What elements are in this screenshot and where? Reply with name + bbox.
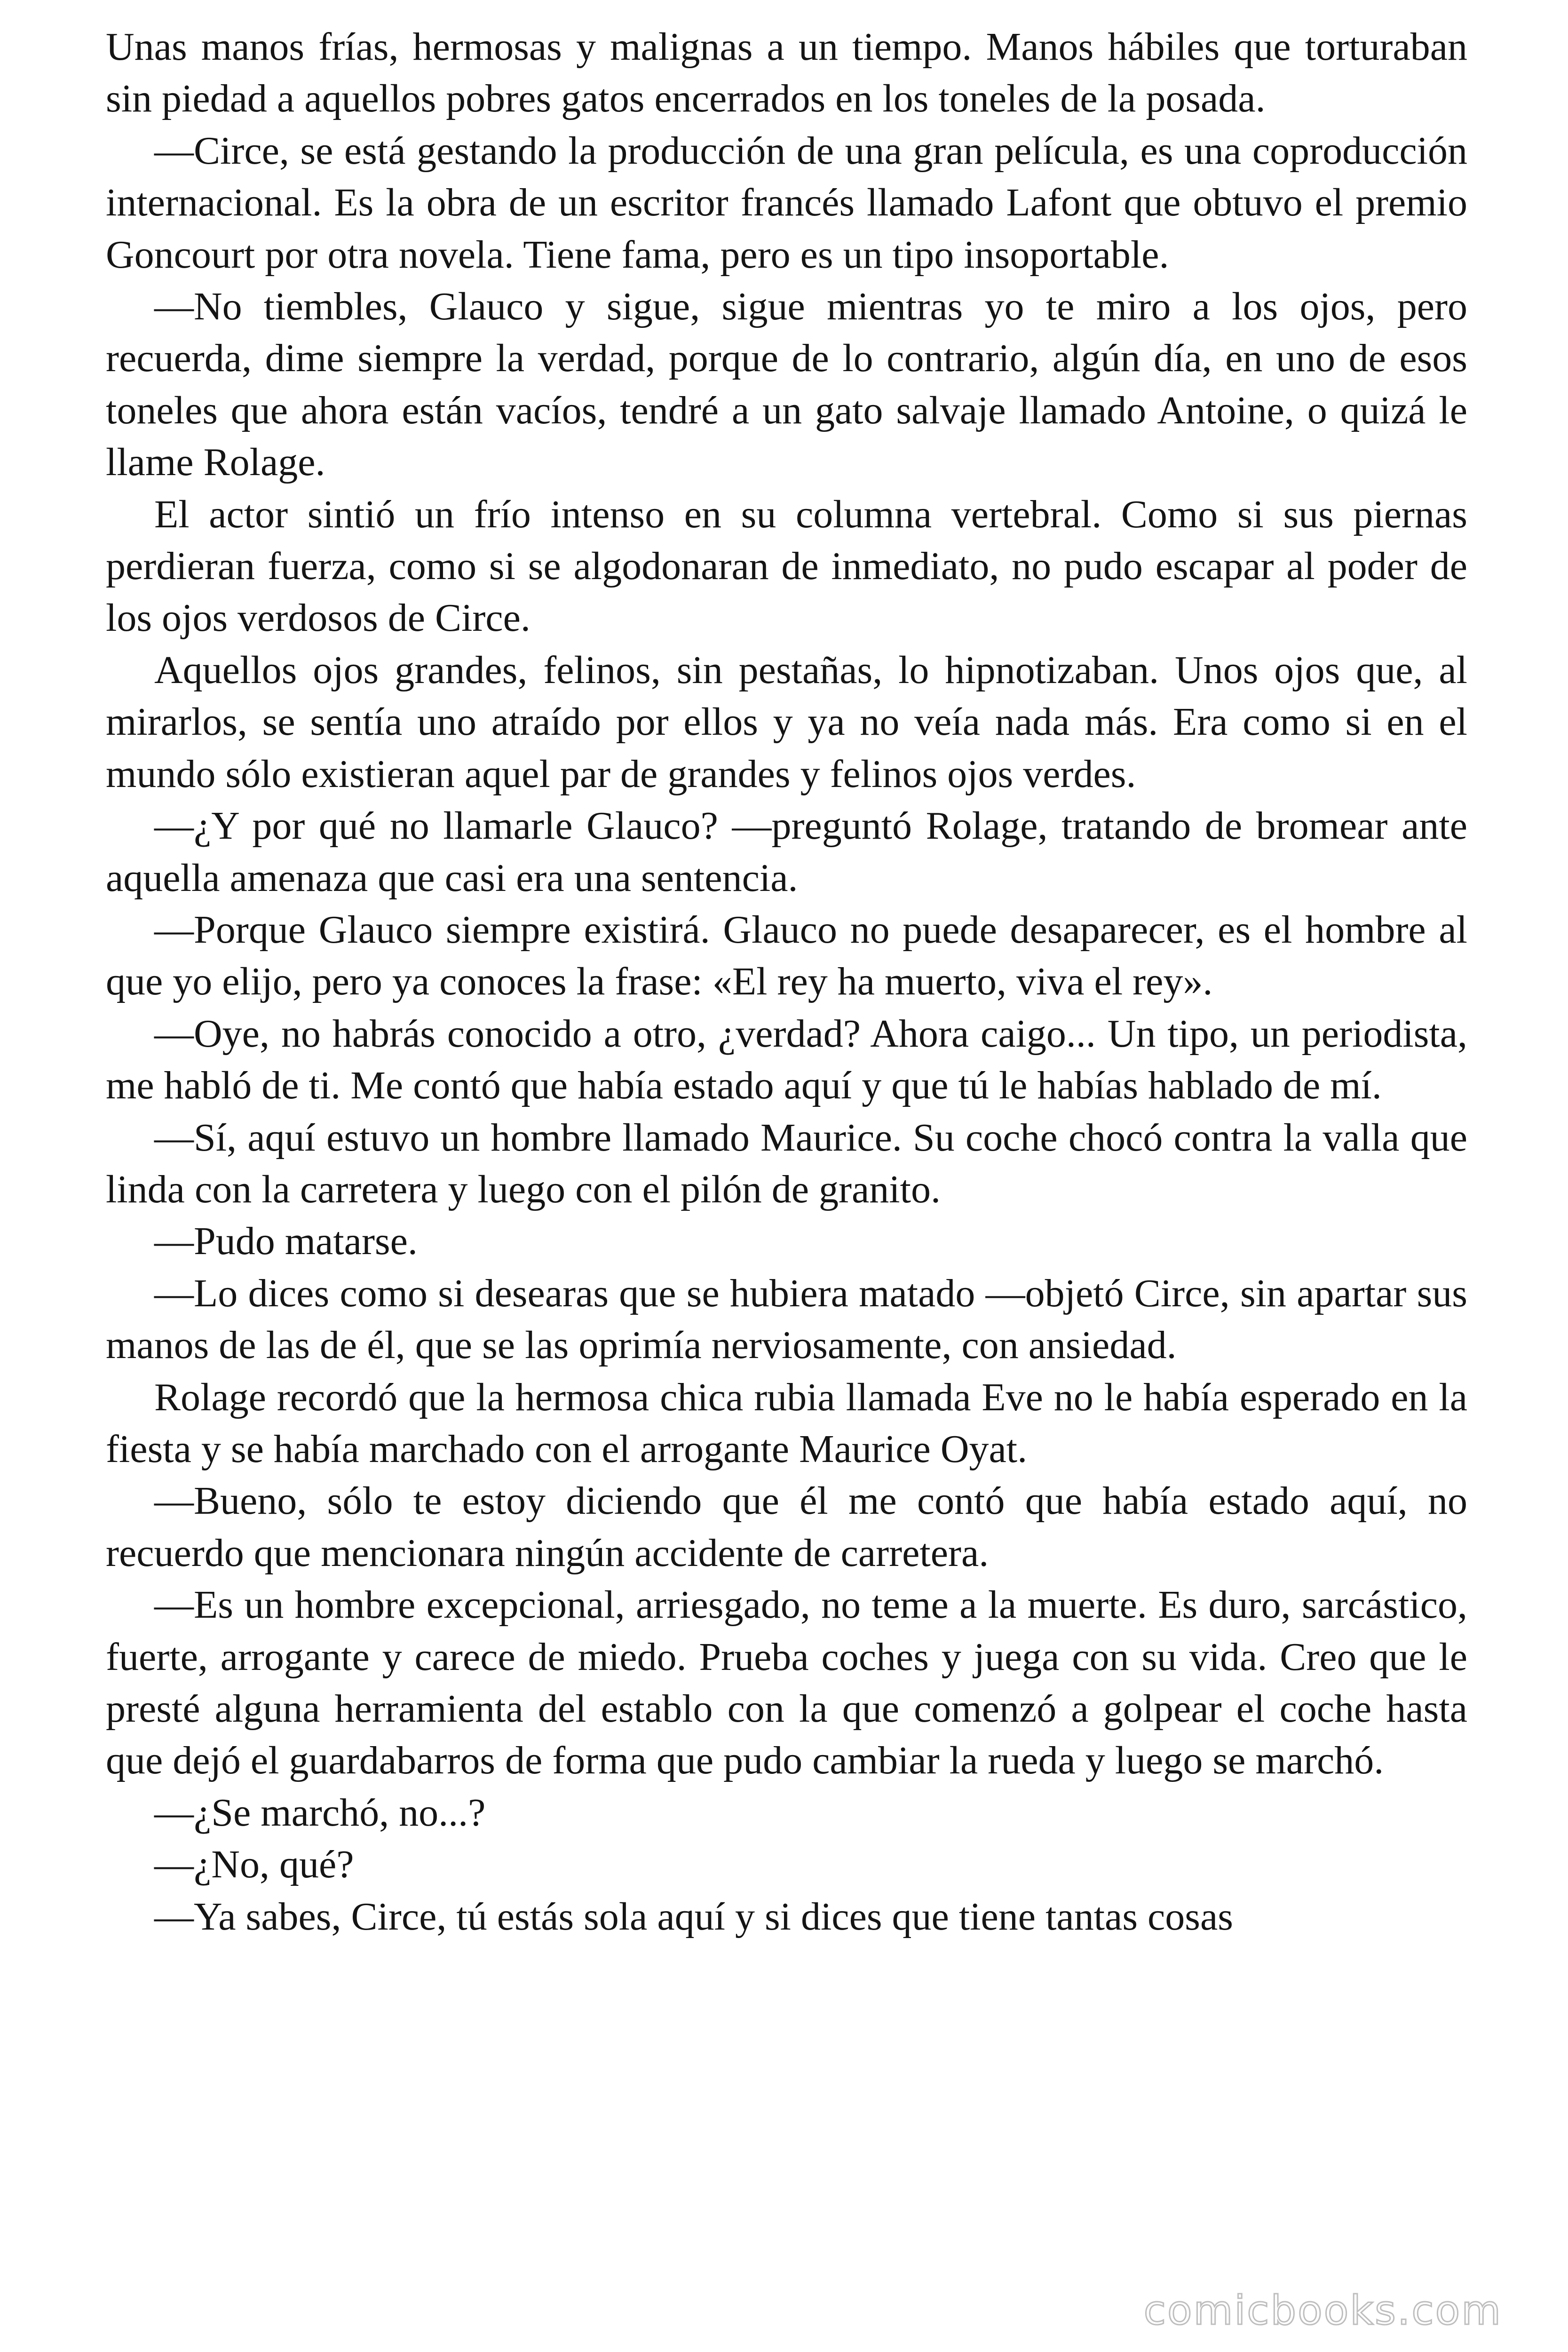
- paragraph: —¿No, qué?: [154, 1843, 354, 1887]
- page-text: [106, 21, 1467, 1943]
- paragraph: Unas manos frías, hermosas y malignas a un tiempo. Manos hábiles que torturaban sin piedad a aquellos pobres gatos encerrados en los toneles de la posada.: [106, 25, 1467, 121]
- paragraph: El actor sintió un frío intenso en su columna vertebral. Como si sus piernas perdieran fuerza, como si se algodonaran de inmediato, no pudo escapar al poder de los ojos verdosos de Circe.: [106, 492, 1467, 640]
- paragraph: —¿Se marchó, no...?: [154, 1790, 486, 1835]
- paragraph: —Circe, se está gestando la producción de una gran película, es una coproducción internacional. Es la obra de un escritor francés llamado Lafont que obtuvo el premio Goncourt por otra novela. Tiene fama, pero es un tipo insoportable.: [106, 128, 1467, 277]
- paragraph: —Porque Glauco siempre existirá. Glauco no puede desaparecer, es el hombre al que yo elijo, pero ya conoces la frase: «El rey ha muerto, viva el rey».: [106, 907, 1467, 1004]
- paragraph: —Sí, aquí estuvo un hombre llamado Maurice. Su coche chocó contra la valla que linda con la carretera y luego con el pilón de granito.: [106, 1115, 1467, 1211]
- paragraph: —Oye, no habrás conocido a otro, ¿verdad? Ahora caigo... Un tipo, un periodista, me habló de ti. Me contó que había estado aquí y que tú le habías hablado de mí.: [106, 1011, 1467, 1108]
- paragraph: Rolage recordó que la hermosa chica rubia llamada Eve no le había esperado en la fiesta y se había marchado con el arrogante Maurice Oyat.: [106, 1375, 1467, 1471]
- paragraph: —No tiembles, Glauco y sigue, sigue mientras yo te miro a los ojos, pero recuerda, dime siempre la verdad, porque de lo contrario, algún día, en uno de esos toneles que ahora están vacíos, tendré a un gato salvaje llamado Antoine, o quizá le llame Rolage.: [106, 285, 1467, 485]
- watermark: comicbooks.com: [1143, 2287, 1502, 2334]
- paragraph: —Lo dices como si desearas que se hubiera matado —objetó Circe, sin apartar sus manos de las de él, que se las oprimía nerviosamente, con ansiedad.: [106, 1271, 1467, 1367]
- paragraph: —Es un hombre excepcional, arriesgado, no teme a la muerte. Es duro, sarcástico, fuerte, arrogante y carece de miedo. Prueba coches y juega con su vida. Creo que le presté alguna herramienta del establo con la que comenzó a golpear el coche hasta que dejó el guardabarros de forma que pudo cambiar la rueda y luego se marchó.: [106, 1583, 1467, 1783]
- paragraph: Aquellos ojos grandes, felinos, sin pestañas, lo hipnotizaban. Unos ojos que, al mirarlos, se sentía uno atraído por ellos y ya no veía nada más. Era como si en el mundo sólo existieran aquel par de grandes y felinos ojos verdes.: [106, 648, 1467, 796]
- paragraph: —Pudo matarse.: [154, 1219, 418, 1263]
- paragraph: —Bueno, sólo te estoy diciendo que él me contó que había estado aquí, no recuerdo que mencionara ningún accidente de carretera.: [106, 1479, 1467, 1575]
- paragraph: —Ya sabes, Circe, tú estás sola aquí y si dices que tiene tantas cosas: [154, 1894, 1233, 1939]
- paragraph: —¿Y por qué no llamarle Glauco? —preguntó Rolage, tratando de bromear ante aquella amenaza que casi era una sentencia.: [106, 804, 1467, 900]
